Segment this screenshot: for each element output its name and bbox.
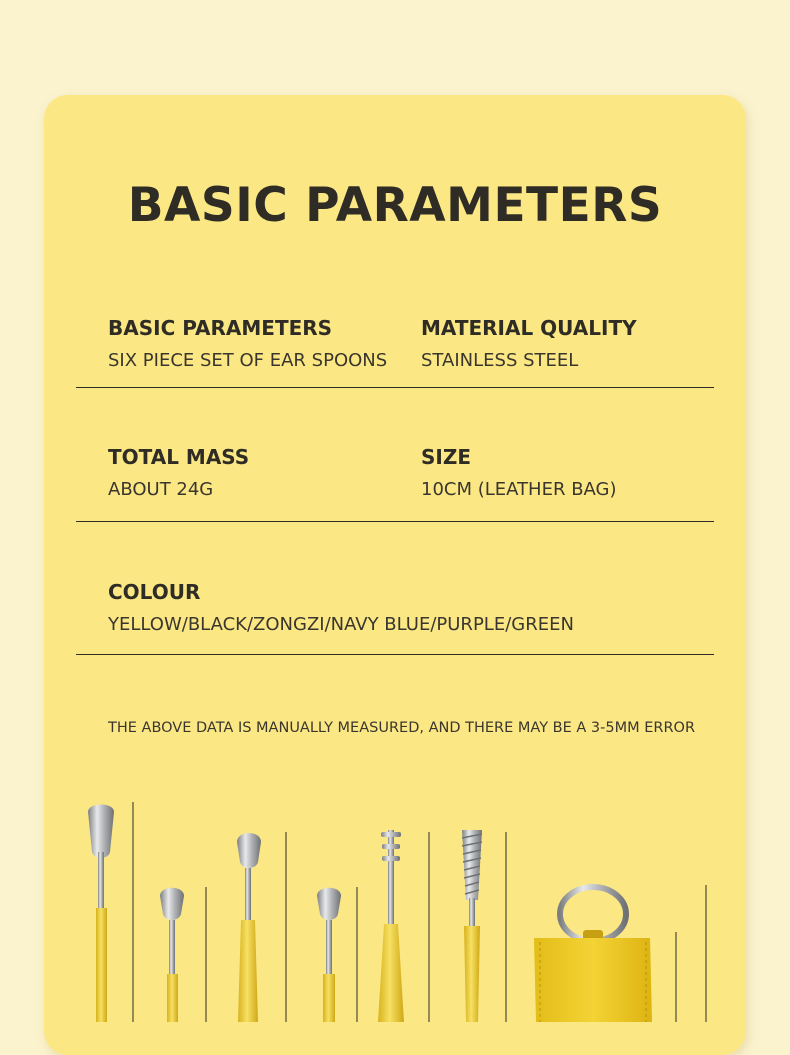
spec-value-size: 10CM (LEATHER BAG): [421, 479, 617, 500]
spec-label-total-mass: TOTAL MASS: [108, 445, 250, 469]
divider-line: [76, 521, 714, 522]
spec-value-colour: YELLOW/BLACK/ZONGZI/NAVY BLUE/PURPLE/GREEN: [108, 614, 574, 635]
divider-line: [76, 387, 714, 388]
ear-pick-spiral: [462, 830, 482, 1022]
spec-value-total-mass: ABOUT 24G: [108, 479, 214, 500]
spec-value-material-quality: STAINLESS STEEL: [421, 350, 579, 371]
ear-spoon-angled: [237, 833, 261, 1022]
spec-label-size: SIZE: [421, 445, 472, 469]
spec-label-material-quality: MATERIAL QUALITY: [421, 316, 637, 340]
spec-label-colour: COLOUR: [108, 580, 201, 604]
ear-spoon-small: [160, 888, 184, 1022]
spec-label-basic-parameters: BASIC PARAMETERS: [108, 316, 333, 340]
ear-spoon-mini: [317, 888, 341, 1022]
leather-bag: [534, 887, 652, 1022]
ear-pick-ridged: [378, 830, 404, 1022]
spec-value-basic-parameters: SIX PIECE SET OF EAR SPOONS: [108, 350, 388, 371]
divider-line: [76, 654, 714, 655]
ear-spoon-large: [88, 805, 114, 1023]
page-title: BASIC PARAMETERS: [127, 178, 663, 233]
product-illustration: [0, 790, 790, 1022]
measurement-note: THE ABOVE DATA IS MANUALLY MEASURED, AND THERE MAY BE A 3-5MM ERROR: [108, 720, 696, 736]
